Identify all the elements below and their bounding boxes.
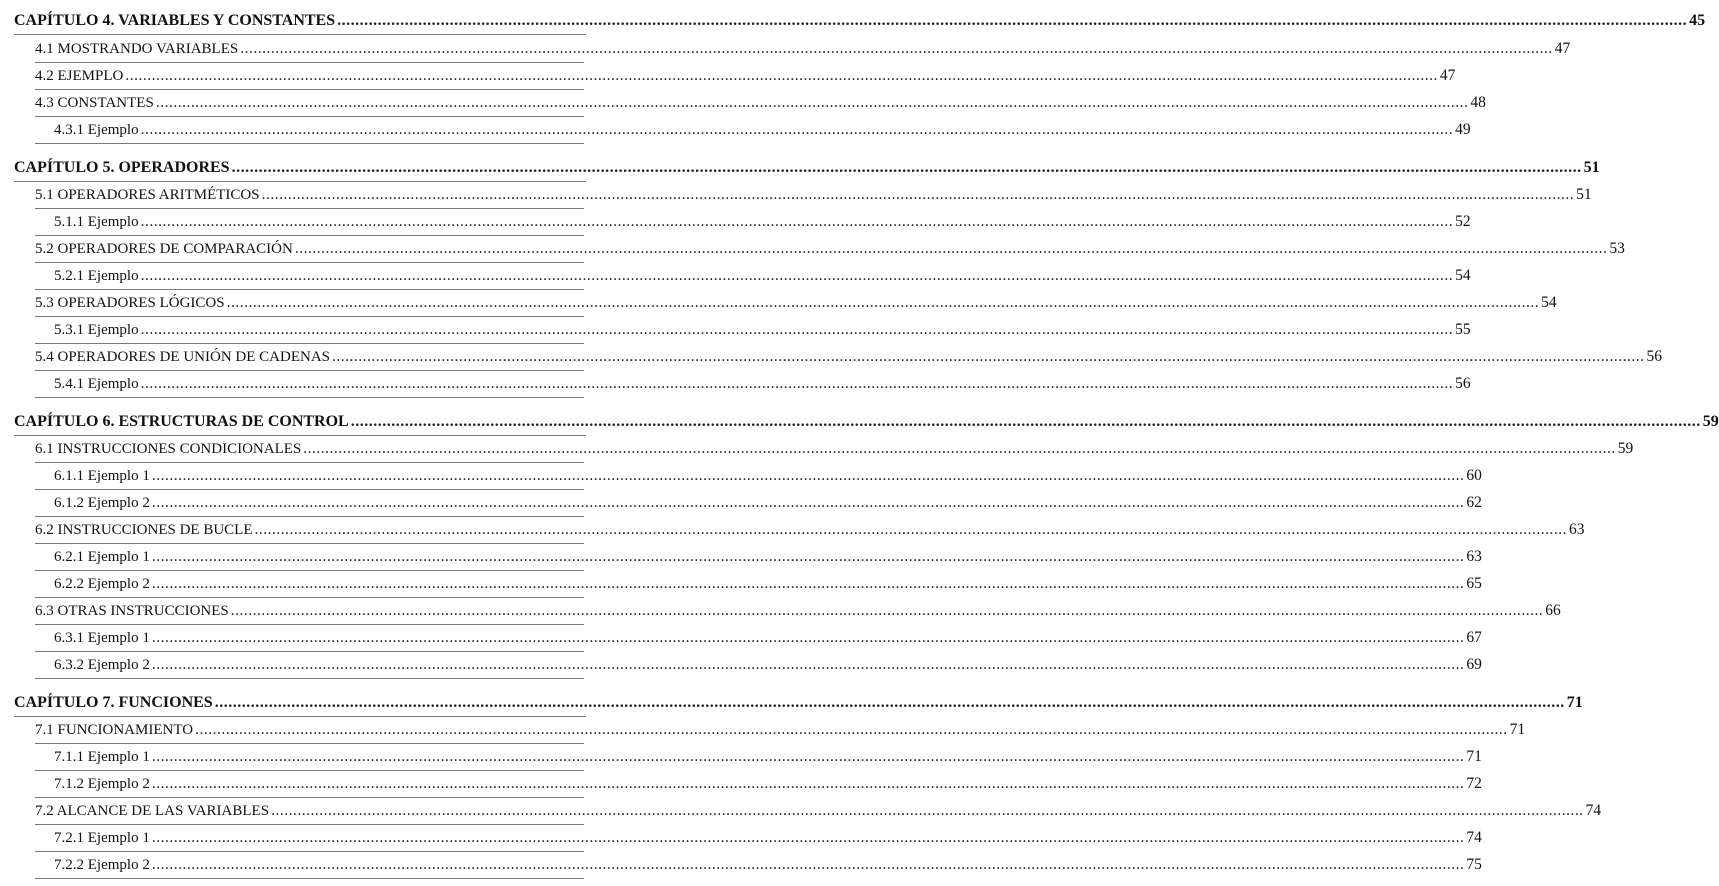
toc-page-number: 52 [1455,213,1471,230]
toc-subsection-entry [0,851,1482,878]
dot-leader: ............................................................................................................................................................................................................................................................................................................ [261,186,1575,203]
dot-leader: ............................................................................................................................................................................................................................................................................................................ [151,548,1465,565]
toc-subsection-entry [0,370,1471,397]
toc-page-number: 74 [1466,829,1482,846]
toc-entry-title: 7.1 FUNCIONAMIENTO [35,722,194,738]
dot-leader: ............................................................................................................................................................................................................................................................................................................ [350,413,1701,430]
toc-page-number: 75 [1466,856,1482,873]
dot-leader: ............................................................................................................................................................................................................................................................................................................ [151,856,1465,873]
dot-leader: ............................................................................................................................................................................................................................................................................................................ [151,748,1465,765]
toc-subsection-entry [0,489,1482,516]
toc-page-number: 59 [1702,413,1719,430]
toc-entry-title: 6.3 OTRAS INSTRUCCIONES [35,603,229,619]
dot-leader: ............................................................................................................................................................................................................................................................................................................ [140,375,1454,392]
dot-leader: ............................................................................................................................................................................................................................................................................................................ [151,467,1465,484]
entry-rule-line [35,143,584,144]
toc-section-entry [0,89,1486,116]
dot-leader: ............................................................................................................................................................................................................................................................................................................ [226,294,1540,311]
entry-rule-line [35,878,584,879]
toc-entry-title: 7.2 ALCANCE DE LAS VARIABLES [35,803,270,819]
toc-page-number: 56 [1646,348,1663,365]
toc-chapter-entry [0,408,1719,435]
toc-entry-title: 6.2.2 Ejemplo 2 [54,576,150,592]
dot-leader: ............................................................................................................................................................................................................................................................................................................ [140,321,1454,338]
toc-page-number: 74 [1585,802,1602,819]
toc-page-number: 54 [1541,294,1557,311]
toc-subsection-entry [0,651,1482,678]
dot-leader: ............................................................................................................................................................................................................................................................................................................ [140,121,1454,138]
dot-leader: ............................................................................................................................................................................................................................................................................................................ [151,829,1465,846]
toc-entry-title: 5.3 OPERADORES LÓGICOS [35,295,225,311]
toc-entry-title: 5.1 OPERADORES ARITMÉTICOS [35,187,260,203]
entry-rule-line [35,397,584,398]
dot-leader: ............................................................................................................................................................................................................................................................................................................ [151,656,1465,673]
toc-section-entry [0,797,1602,824]
dot-leader: ............................................................................................................................................................................................................................................................................................................ [231,159,1582,176]
toc-page-number: 53 [1609,240,1625,257]
toc-page-number: 55 [1455,321,1471,338]
dot-leader: ............................................................................................................................................................................................................................................................................................................ [254,521,1568,538]
toc-entry-title: 6.2.1 Ejemplo 1 [54,549,150,565]
toc-page-number: 60 [1466,467,1482,484]
toc-section-entry [0,62,1456,89]
toc-subsection-entry [0,462,1482,489]
toc-page-number: 56 [1455,375,1471,392]
toc-page-number: 63 [1569,521,1585,538]
toc-entry-title: 6.1.1 Ejemplo 1 [54,468,150,484]
dot-leader: ............................................................................................................................................................................................................................................................................................................ [294,240,1608,257]
toc-entry-title: 7.1.1 Ejemplo 1 [54,749,150,765]
toc-section-entry [0,435,1634,462]
dot-leader: ............................................................................................................................................................................................................................................................................................................ [155,94,1469,111]
toc-subsection-entry [0,770,1482,797]
dot-leader: ............................................................................................................................................................................................................................................................................................................ [332,348,1645,365]
toc-page-number: 54 [1455,267,1471,284]
toc-page-number: 69 [1466,656,1482,673]
toc-entry-title: 6.3.1 Ejemplo 1 [54,630,150,646]
toc-page-number: 63 [1466,548,1482,565]
toc-entry-title: CAPÍTULO 7. FUNCIONES [14,694,213,711]
toc-page-number: 71 [1509,721,1526,738]
toc-section-entry [0,516,1585,543]
toc-subsection-entry [0,570,1482,597]
toc-chapter-entry [0,7,1706,34]
toc-page-number: 67 [1466,629,1482,646]
toc-entry-title: 4.3 CONSTANTES [35,95,154,111]
dot-leader: ............................................................................................................................................................................................................................................................................................................ [214,694,1565,711]
dot-leader: ............................................................................................................................................................................................................................................................................................................ [125,67,1438,84]
toc-entry-title: 7.2.2 Ejemplo 2 [54,857,150,873]
dot-leader: ............................................................................................................................................................................................................................................................................................................ [151,629,1465,646]
toc-entry-title: 4.1 MOSTRANDO VARIABLES [35,41,239,57]
toc-section-entry [0,181,1592,208]
toc-page-number: 47 [1554,40,1571,57]
toc-entry-title: 5.2.1 Ejemplo [54,268,139,284]
toc-page-number: 51 [1576,186,1592,203]
toc-subsection-entry [0,824,1482,851]
toc-subsection-entry [0,743,1482,770]
toc-section-entry [0,235,1625,262]
toc-entry-title: 7.2.1 Ejemplo 1 [54,830,150,846]
dot-leader: ............................................................................................................................................................................................................................................................................................................ [195,721,1508,738]
entry-rule-line [35,678,584,679]
dot-leader: ............................................................................................................................................................................................................................................................................................................ [151,575,1465,592]
dot-leader: ............................................................................................................................................................................................................................................................................................................ [230,602,1544,619]
toc-entry-title: 5.1.1 Ejemplo [54,214,139,230]
toc-page-number: 66 [1545,602,1561,619]
toc-subsection-entry [0,316,1471,343]
toc-entry-title: 7.1.2 Ejemplo 2 [54,776,150,792]
toc-entry-title: 6.3.2 Ejemplo 2 [54,657,150,673]
toc-subsection-entry [0,624,1482,651]
toc-entry-title: 6.1.2 Ejemplo 2 [54,495,150,511]
toc-entry-title: 6.1 INSTRUCCIONES CONDICIONALES [35,441,302,457]
toc-section-entry [0,716,1526,743]
toc-entry-title: 5.2 OPERADORES DE COMPARACIÓN [35,241,293,257]
toc-page-number: 47 [1439,67,1456,84]
toc-entry-title: 5.4.1 Ejemplo [54,376,139,392]
toc-entry-title: CAPÍTULO 6. ESTRUCTURAS DE CONTROL [14,413,349,430]
dot-leader: ............................................................................................................................................................................................................................................................................................................ [303,440,1616,457]
toc-entry-title: 5.4 OPERADORES DE UNIÓN DE CADENAS [35,349,331,365]
toc-entry-title: 6.2 INSTRUCCIONES DE BUCLE [35,522,253,538]
dot-leader: ............................................................................................................................................................................................................................................................................................................ [151,775,1465,792]
toc-entry-title: 5.3.1 Ejemplo [54,322,139,338]
toc-entry-title: CAPÍTULO 4. VARIABLES Y CONSTANTES [14,12,336,29]
toc-page-number: 45 [1689,12,1706,29]
dot-leader: ............................................................................................................................................................................................................................................................................................................ [140,267,1454,284]
toc-section-entry [0,343,1663,370]
toc-page-number: 72 [1466,775,1482,792]
toc-chapter-entry [0,689,1583,716]
dot-leader: ............................................................................................................................................................................................................................................................................................................ [151,494,1465,511]
dot-leader: ............................................................................................................................................................................................................................................................................................................ [271,802,1584,819]
toc-entry-title: CAPÍTULO 5. OPERADORES [14,159,230,176]
toc-subsection-entry [0,116,1471,143]
toc-subsection-entry [0,262,1471,289]
toc-entry-title: 4.3.1 Ejemplo [54,122,139,138]
dot-leader: ............................................................................................................................................................................................................................................................................................................ [240,40,1553,57]
toc-page-number: 65 [1466,575,1482,592]
toc-subsection-entry [0,208,1471,235]
toc-page-number: 59 [1617,440,1634,457]
toc-page-number: 51 [1583,159,1600,176]
toc-page-number: 71 [1466,748,1482,765]
toc-page-number: 71 [1566,694,1583,711]
dot-leader: ............................................................................................................................................................................................................................................................................................................ [140,213,1454,230]
toc-subsection-entry [0,543,1482,570]
toc-section-entry [0,35,1571,62]
toc-page-number: 49 [1455,121,1471,138]
toc-chapter-entry [0,154,1600,181]
dot-leader: ............................................................................................................................................................................................................................................................................................................ [337,12,1688,29]
toc-section-entry [0,597,1561,624]
toc-page-number: 62 [1466,494,1482,511]
toc-section-entry [0,289,1557,316]
toc-page-number: 48 [1470,94,1486,111]
toc-entry-title: 4.2 EJEMPLO [35,68,124,84]
